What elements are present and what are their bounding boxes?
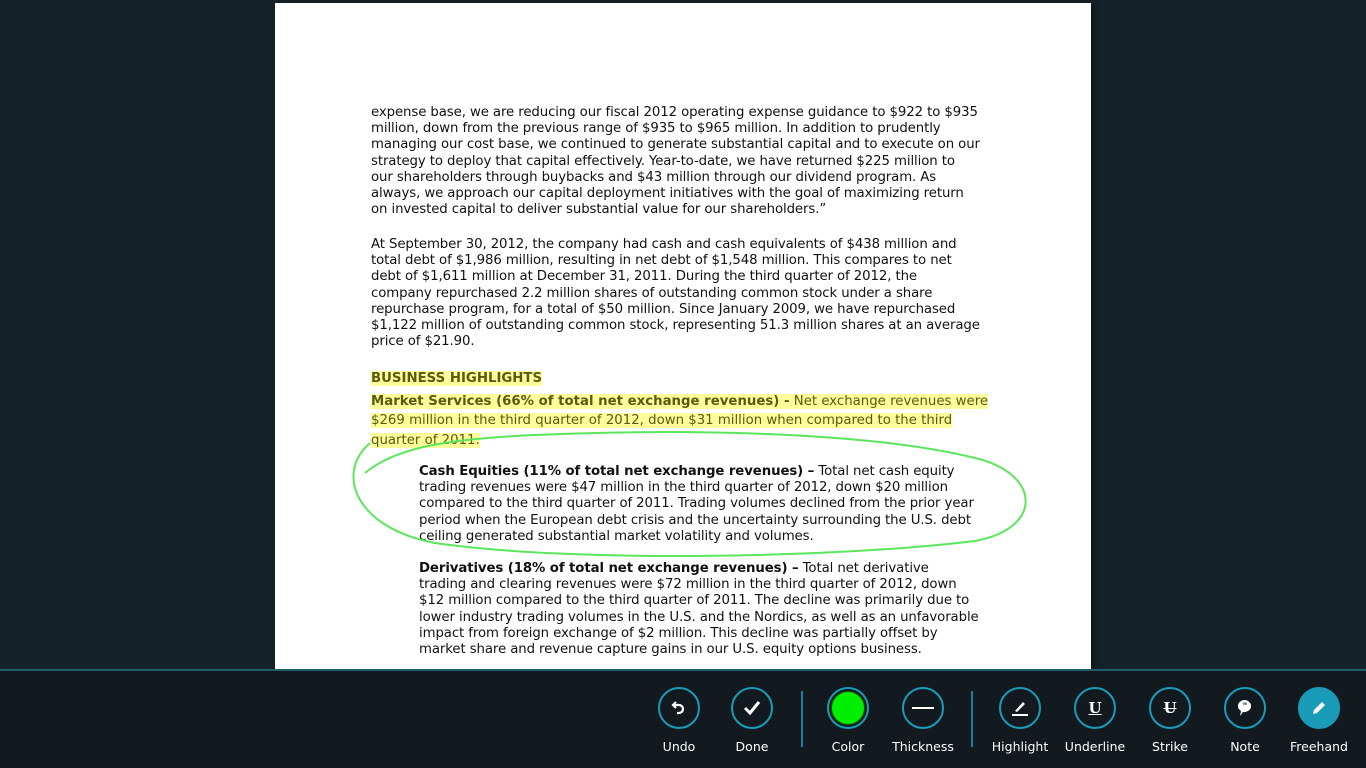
market-services-paragraph: Market Services (66% of total net exchange revenues) - Net exchange revenues were $269 million in the third quarter of 2012, down $31 million when compared to the third quarter of 2011. <box>371 394 989 448</box>
strike-button[interactable]: U Strike <box>1130 687 1210 754</box>
freehand-ink-ellipse[interactable] <box>275 3 1091 669</box>
speech-bubble-icon <box>1224 687 1266 729</box>
underline-button[interactable]: U Underline <box>1055 687 1135 754</box>
checkmark-icon <box>731 687 773 729</box>
color-swatch-icon <box>827 687 869 729</box>
thickness-line-icon <box>902 687 944 729</box>
cash-equities-paragraph: Cash Equities (11% of total net exchange revenues) – Total net cash equity trading revenues were $47 million in the third quarter of 2012, down $20 million compared to the third quarter of 2011. Trading volumes declined from the prior year period when the European debt crisis and the uncertainty surrounding the U.S. debt ceiling generated substantial market volatility and volumes. <box>419 464 974 544</box>
paragraph-capital: expense base, we are reducing our fiscal 2012 operating expense guidance to $922 to $935 million, down from the previous range of $935 to $965 million. In addition to prudently managing our cost base, we continued to generate substantial capital and to execute on our strategy to deploy that capital effectively. Year-to-date, we have returned $225 million to our shareholders through buybacks and $43 million through our dividend program. As always, we approach our capital deployment initiatives with the goal of maximizing return on invested capital to deliver substantial value for our shareholders.” <box>371 105 980 218</box>
undo-button[interactable]: Undo <box>639 687 719 754</box>
business-highlights-heading: BUSINESS HIGHLIGHTS <box>371 371 543 386</box>
document-page <box>275 3 1091 669</box>
color-button[interactable]: Color <box>808 687 888 754</box>
svg-text:": " <box>1242 702 1248 712</box>
annotation-toolbar <box>0 669 1366 768</box>
paragraph-cash-debt: At September 30, 2012, the company had cash and cash equivalents of $438 million and total debt of $1,986 million, resulting in net debt of $1,548 million. This compares to net debt of $1,611 million at December 31, 2011. During the third quarter of 2012, the company repurchased 2.2 million shares of outstanding common stock under a share repurchase program, for a total of $50 million. Since January 2009, we have repurchased $1,122 million of outstanding common stock, representing 51.3 million shares at an average price of $21.90. <box>371 237 980 350</box>
highlight-button[interactable]: Highlight <box>980 687 1060 754</box>
strikethrough-icon: U <box>1149 687 1191 729</box>
derivatives-paragraph: Derivatives (18% of total net exchange revenues) – Total net derivative trading and clearing revenues were $72 million in the third quarter of 2012, down $12 million compared to the third quarter of 2011. The decline was primarily due to lower industry trading volumes in the U.S. and the Nordics, as well as an unfavorable impact from foreign exchange of $2 million. This decline was partially offset by market share and revenue capture gains in our U.S. equity options business. <box>419 561 979 658</box>
highlighter-icon <box>999 687 1041 729</box>
note-button[interactable]: " Note <box>1205 687 1285 754</box>
toolbar-divider <box>971 691 973 747</box>
thickness-button[interactable]: Thickness <box>883 687 963 754</box>
freehand-button[interactable]: Freehand <box>1279 687 1359 754</box>
pencil-icon <box>1298 687 1340 729</box>
underline-icon: U <box>1074 687 1116 729</box>
toolbar-divider <box>801 691 803 747</box>
undo-icon <box>658 687 700 729</box>
done-button[interactable]: Done <box>712 687 792 754</box>
